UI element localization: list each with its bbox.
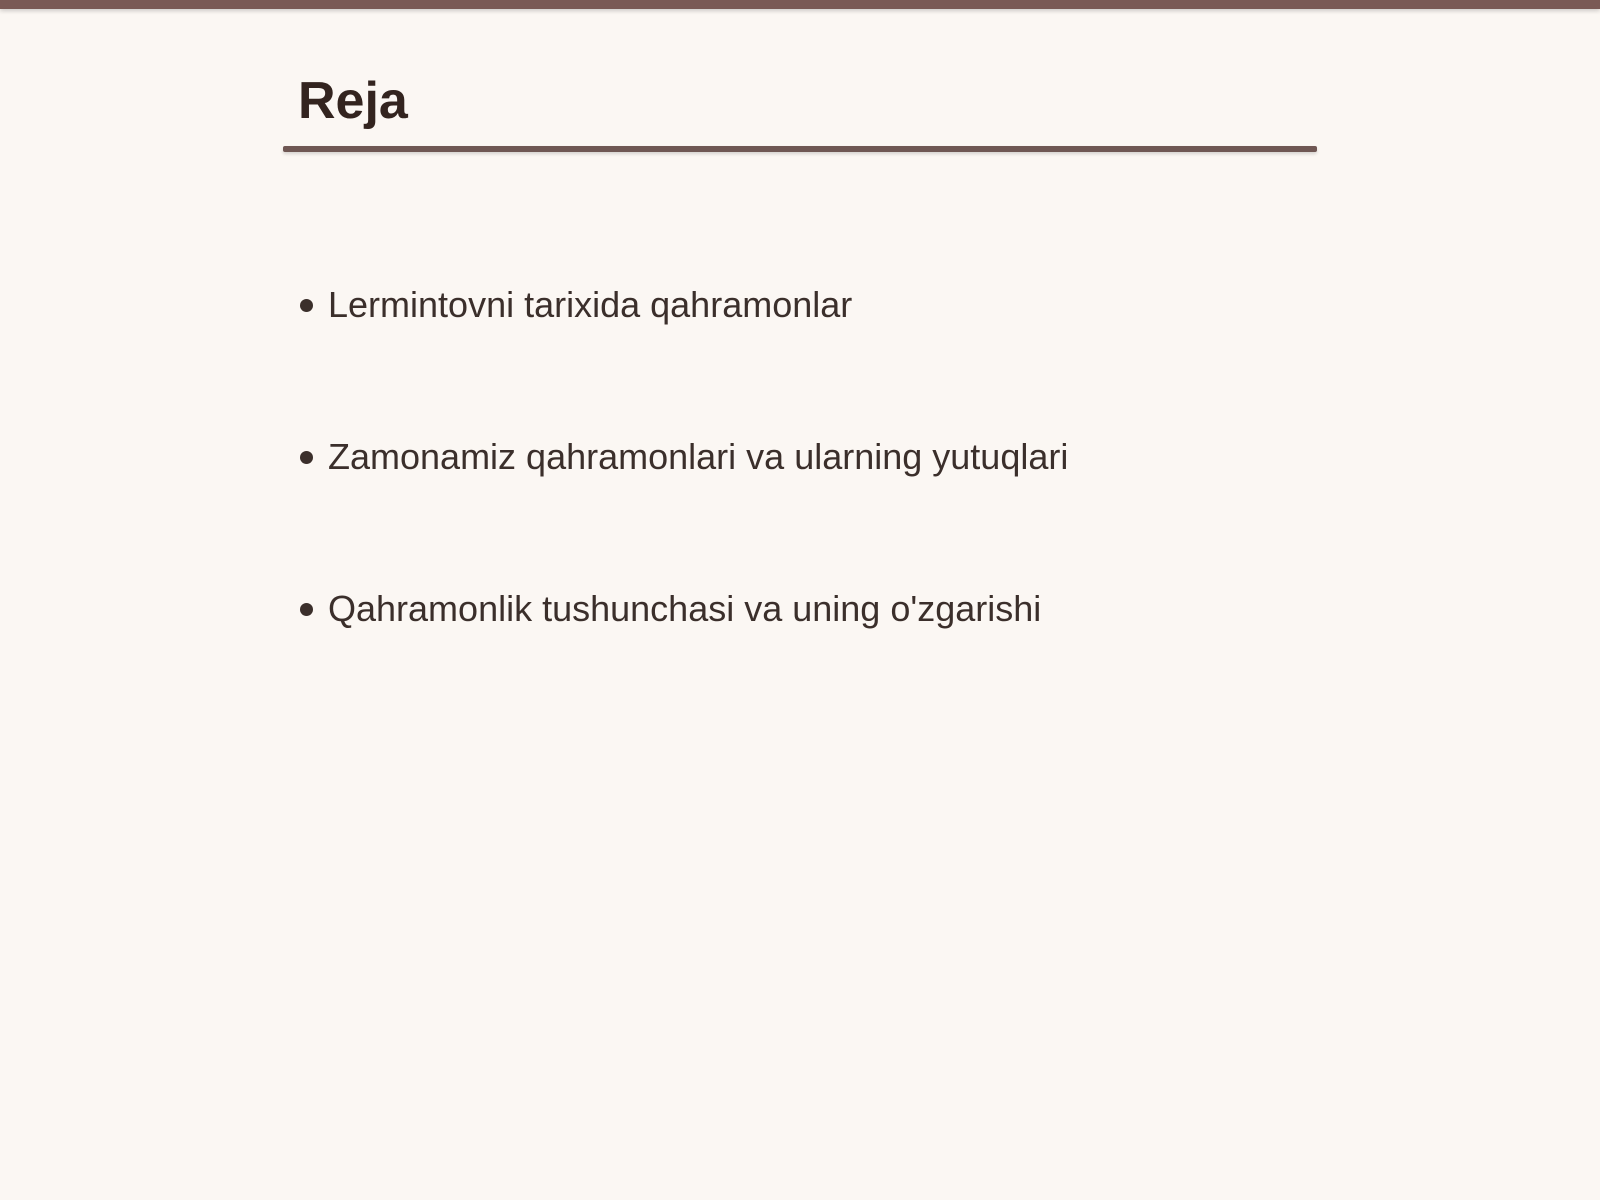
bullet-text: Lermintovni tarixida qahramonlar bbox=[328, 284, 853, 325]
bullet-dot-icon bbox=[300, 603, 313, 616]
bullet-dot-icon bbox=[300, 299, 313, 312]
slide-title: Reja bbox=[298, 72, 408, 130]
bullet-item bbox=[300, 427, 1068, 487]
bullet-item bbox=[300, 275, 1068, 335]
bullet-text: Qahramonlik tushunchasi va uning o'zgarishi bbox=[328, 588, 1042, 629]
bullet-dot-icon bbox=[300, 451, 313, 464]
bullet-list bbox=[300, 275, 1068, 731]
bullet-item bbox=[300, 579, 1068, 639]
title-underline bbox=[283, 146, 1317, 152]
bullet-text: Zamonamiz qahramonlari va ularning yutuqlari bbox=[328, 436, 1069, 477]
